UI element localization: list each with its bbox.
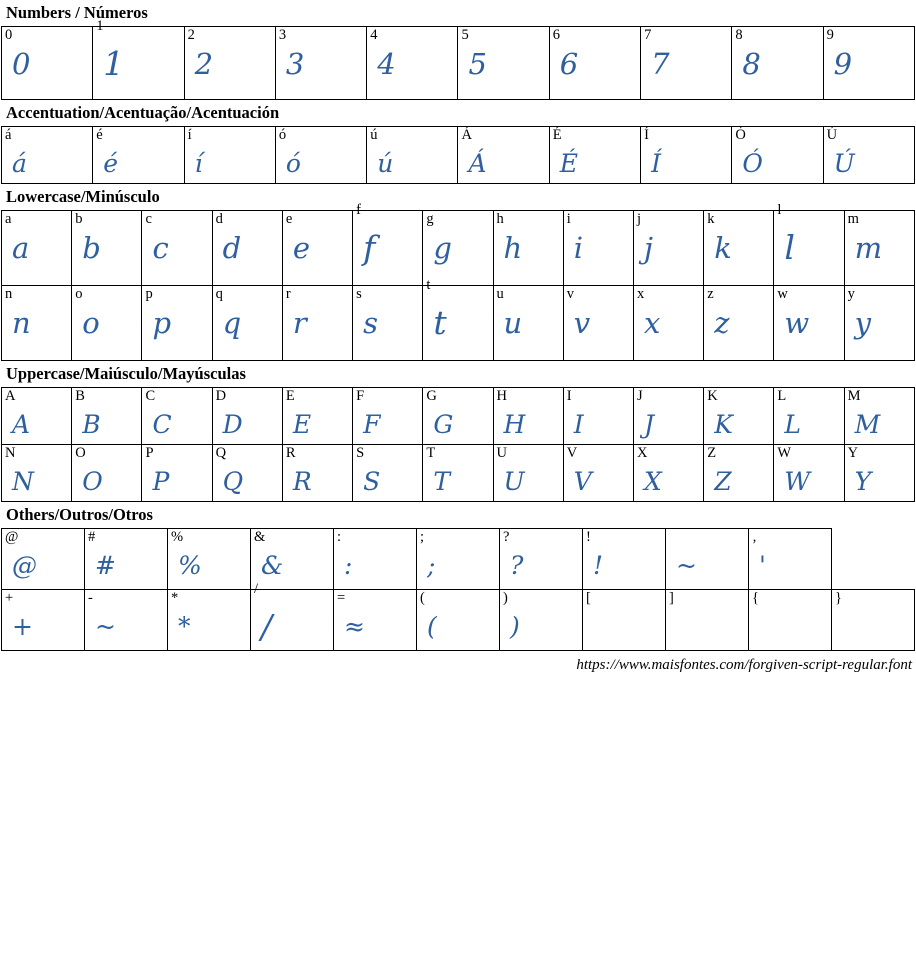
glyph-sample: J <box>643 410 654 439</box>
glyph-label: D <box>215 388 227 404</box>
glyph-label <box>666 529 748 547</box>
table-row <box>2 529 915 590</box>
glyph-sample: Y <box>854 467 872 496</box>
glyph-cell-g <box>423 211 493 286</box>
glyph-cell-u <box>493 286 563 361</box>
glyph-sample: A <box>12 410 31 439</box>
glyph-label: 2 <box>187 27 195 43</box>
glyph-sample: 9 <box>833 47 853 81</box>
glyph-cell-bracket-open <box>583 590 666 651</box>
glyph-cell-o <box>72 286 142 361</box>
glyph-label: ú <box>370 127 378 143</box>
glyph-cell-comma <box>749 529 832 590</box>
glyph-label: + <box>5 590 14 606</box>
glyph-label: b <box>75 211 83 227</box>
glyph-label: p <box>145 286 153 302</box>
glyph-label: - <box>88 590 93 606</box>
glyph-cell-W <box>774 445 844 502</box>
table-row <box>2 127 915 184</box>
glyph-label: 1 <box>96 18 104 34</box>
glyph-label: @ <box>5 529 19 545</box>
glyph-sample: & <box>261 551 284 580</box>
glyph-label: z <box>707 286 714 302</box>
glyph-label: k <box>707 211 715 227</box>
glyph-cell-e <box>282 211 352 286</box>
glyph-cell-paren-open <box>417 590 500 651</box>
glyph-sample: 1 <box>103 44 125 83</box>
glyph-cell-U-acute <box>823 127 914 184</box>
glyph-sample: Z <box>714 467 732 496</box>
glyph-cell-n <box>2 286 72 361</box>
glyph-sample: w <box>784 306 810 340</box>
glyph-sample <box>583 608 665 612</box>
glyph-label: J <box>636 388 643 404</box>
glyph-cell-P <box>142 445 212 502</box>
glyph-sample: D <box>222 410 243 439</box>
glyph-sample: e <box>292 231 311 265</box>
glyph-cell-8 <box>732 27 823 100</box>
glyph-sample: l <box>784 228 795 267</box>
glyph-cell-equals <box>334 590 417 651</box>
glyph-sample: z <box>714 306 730 340</box>
section-title-numbers: Numbers / Números <box>6 3 148 22</box>
glyph-sample: P <box>152 467 170 496</box>
table-row <box>2 27 915 100</box>
glyph-sample: I <box>573 410 584 439</box>
glyph-label: y <box>847 286 855 302</box>
glyph-cell-d <box>212 211 282 286</box>
glyph-sample: g <box>433 231 452 265</box>
glyph-label: N <box>5 445 16 461</box>
glyph-sample: Á <box>468 149 487 178</box>
glyph-label: : <box>337 529 342 545</box>
glyph-table-accentuation <box>1 126 915 184</box>
glyph-sample: c <box>152 231 169 265</box>
glyph-cell-tilde <box>666 529 749 590</box>
glyph-cell-X <box>633 445 703 502</box>
glyph-sample: q <box>222 306 242 340</box>
glyph-sample: C <box>152 410 172 439</box>
glyph-cell-J <box>633 388 703 445</box>
glyph-sample: s <box>363 306 378 340</box>
glyph-label: w <box>777 286 788 302</box>
table-row <box>2 590 915 651</box>
glyph-sample: j <box>643 231 653 265</box>
glyph-cell-bracket-close <box>666 590 749 651</box>
glyph-cell-N <box>2 445 72 502</box>
glyph-label: P <box>145 445 154 461</box>
glyph-sample: Q <box>222 467 244 496</box>
glyph-cell-S <box>353 445 423 502</box>
glyph-label: ? <box>503 529 510 545</box>
glyph-cell-slash <box>251 581 334 651</box>
glyph-label: T <box>426 445 436 461</box>
glyph-sample: F <box>363 410 381 439</box>
glyph-label: 5 <box>461 27 469 43</box>
glyph-cell-a <box>2 211 72 286</box>
glyph-sample: * <box>178 612 191 641</box>
glyph-sample: S <box>363 467 381 496</box>
glyph-sample: 2 <box>194 47 214 81</box>
glyph-cell-y <box>844 286 914 361</box>
glyph-cell-brace-close <box>832 590 915 651</box>
glyph-label: M <box>847 388 861 404</box>
glyph-cell-z <box>704 286 774 361</box>
glyph-cell-A <box>2 388 72 445</box>
glyph-cell-plus <box>2 590 85 651</box>
glyph-label: Q <box>215 445 227 461</box>
glyph-sample: 4 <box>377 47 396 81</box>
glyph-label: x <box>636 286 645 302</box>
glyph-cell-i <box>563 211 633 286</box>
glyph-label: ; <box>420 529 425 545</box>
glyph-cell-brace-open <box>749 590 832 651</box>
glyph-label: ] <box>669 590 674 606</box>
section-title-lowercase: Lowercase/Minúsculo <box>6 187 160 206</box>
glyph-label: g <box>426 211 434 227</box>
table-row <box>2 445 915 502</box>
glyph-sample: Ú <box>833 149 855 178</box>
glyph-sample: ó <box>285 149 301 178</box>
glyph-label: L <box>777 388 787 404</box>
glyph-label: 7 <box>644 27 652 43</box>
glyph-sample: 3 <box>285 47 305 81</box>
glyph-label: h <box>496 211 504 227</box>
glyph-label: 6 <box>552 27 561 43</box>
glyph-label: ! <box>586 529 591 545</box>
glyph-cell-c <box>142 211 212 286</box>
glyph-sample: N <box>12 467 34 496</box>
glyph-cell-j <box>633 211 703 286</box>
glyph-sample: d <box>222 231 242 265</box>
glyph-table-others <box>1 528 915 651</box>
glyph-cell-v <box>563 286 633 361</box>
glyph-cell-E <box>282 388 352 445</box>
glyph-label: Á <box>461 127 472 143</box>
glyph-cell-0 <box>2 27 93 100</box>
glyph-sample: u <box>503 306 523 340</box>
glyph-label: * <box>171 590 179 606</box>
glyph-sample: ? <box>510 551 524 580</box>
glyph-cell-2 <box>184 27 275 100</box>
glyph-sample: 0 <box>12 47 31 81</box>
glyph-cell-hyphen <box>85 590 168 651</box>
glyph-sample: á <box>12 149 27 178</box>
glyph-label: d <box>215 211 223 227</box>
glyph-sample <box>666 608 748 612</box>
glyph-sample: @ <box>12 551 37 580</box>
glyph-sample: ú <box>377 149 394 178</box>
glyph-sample: ) <box>510 612 520 641</box>
glyph-label: F <box>356 388 365 404</box>
glyph-sample: Ó <box>742 149 763 178</box>
glyph-sample: y <box>854 306 872 340</box>
glyph-sample: o <box>82 306 100 340</box>
glyph-cell-H <box>493 388 563 445</box>
glyph-sample: H <box>503 410 526 439</box>
glyph-cell-6 <box>549 27 640 100</box>
glyph-sample: 5 <box>468 47 487 81</box>
glyph-sample: k <box>714 231 732 265</box>
glyph-sample: O <box>82 467 103 496</box>
glyph-label: í <box>187 127 192 143</box>
glyph-cell-e-acute <box>93 127 184 184</box>
glyph-cell-L <box>774 388 844 445</box>
table-row <box>2 211 915 286</box>
glyph-label: ó <box>278 127 287 143</box>
glyph-label: E <box>285 388 295 404</box>
glyph-label: V <box>566 445 578 461</box>
section-title-others: Others/Outros/Otros <box>6 505 153 524</box>
glyph-label: [ <box>586 590 591 606</box>
glyph-label: o <box>75 286 83 302</box>
glyph-cell-Y <box>844 445 914 502</box>
glyph-cell-3 <box>275 27 366 100</box>
glyph-sample: T <box>433 467 450 496</box>
glyph-label: Ú <box>826 127 838 143</box>
glyph-cell-K <box>704 388 774 445</box>
glyph-cell-1 <box>93 18 184 100</box>
glyph-label: B <box>75 388 85 404</box>
glyph-sample: ≈ <box>344 612 365 641</box>
glyph-label: 4 <box>370 27 378 43</box>
glyph-label: X <box>636 445 648 461</box>
glyph-cell-B <box>72 388 142 445</box>
glyph-cell-x <box>633 286 703 361</box>
glyph-cell-t <box>423 277 493 361</box>
glyph-label: c <box>145 211 152 227</box>
glyph-sample: X <box>643 467 662 496</box>
glyph-sample: É <box>559 149 579 178</box>
glyph-sample: / <box>261 607 273 646</box>
glyph-sample: ; <box>427 551 436 580</box>
glyph-cell-O-acute <box>732 127 823 184</box>
glyph-sample: ~ <box>95 612 116 641</box>
glyph-sample: t <box>433 303 447 342</box>
table-row <box>2 388 915 445</box>
glyph-label: Ó <box>735 127 746 143</box>
glyph-sample: R <box>292 467 312 496</box>
glyph-cell-Z <box>704 445 774 502</box>
glyph-label: } <box>835 590 842 606</box>
glyph-table-uppercase <box>1 387 915 502</box>
glyph-sample: K <box>714 410 733 439</box>
glyph-table-lowercase <box>1 202 915 361</box>
glyph-cell-question <box>500 529 583 590</box>
glyph-cell-paren-close <box>500 590 583 651</box>
glyph-sample: G <box>433 410 454 439</box>
glyph-sample: E <box>292 410 312 439</box>
glyph-label: & <box>254 529 266 545</box>
glyph-sample: x <box>643 306 661 340</box>
glyph-label: I <box>566 388 572 404</box>
glyph-cell-9 <box>823 27 914 100</box>
glyph-sample <box>832 608 914 612</box>
glyph-sample: f <box>363 228 376 267</box>
glyph-label: 3 <box>278 27 287 43</box>
glyph-label: s <box>356 286 362 302</box>
glyph-cell-colon <box>334 529 417 590</box>
glyph-cell-C <box>142 388 212 445</box>
glyph-sample: V <box>573 467 592 496</box>
glyph-cell-R <box>282 445 352 502</box>
section-title-uppercase: Uppercase/Maiúsculo/Mayúsculas <box>6 364 246 383</box>
glyph-label: % <box>171 529 184 545</box>
glyph-table-numbers <box>1 18 915 100</box>
glyph-cell-I-acute <box>641 127 732 184</box>
glyph-sample: í <box>194 149 203 178</box>
glyph-label: { <box>752 590 759 606</box>
glyph-label: A <box>5 388 16 404</box>
glyph-cell-a-acute <box>2 127 93 184</box>
glyph-cell-asterisk <box>168 590 251 651</box>
glyph-cell-at <box>2 529 85 590</box>
glyph-sample: ( <box>427 612 437 641</box>
glyph-label: S <box>356 445 365 461</box>
glyph-label: t <box>426 277 431 293</box>
glyph-sample: L <box>784 410 802 439</box>
glyph-cell-i-acute <box>184 127 275 184</box>
glyph-sample: r <box>292 306 307 340</box>
glyph-label: 9 <box>826 27 834 43</box>
glyph-cell-p <box>142 286 212 361</box>
glyph-cell-exclamation <box>583 529 666 590</box>
glyph-label: á <box>5 127 12 143</box>
glyph-sample: n <box>12 306 31 340</box>
glyph-label: K <box>707 388 718 404</box>
glyph-cell-percent <box>168 529 251 590</box>
glyph-cell-U <box>493 445 563 502</box>
glyph-cell-F <box>353 388 423 445</box>
glyph-sample: h <box>503 231 523 265</box>
glyph-cell-5 <box>458 27 549 100</box>
glyph-sample: ~ <box>676 551 697 580</box>
glyph-cell-m <box>844 211 914 286</box>
glyph-cell-h <box>493 211 563 286</box>
glyph-sample: + <box>12 612 33 641</box>
glyph-sample: m <box>854 231 883 265</box>
glyph-sample: % <box>178 551 202 580</box>
glyph-label: v <box>566 286 574 302</box>
glyph-cell-4 <box>367 27 458 100</box>
glyph-sample: i <box>573 231 584 265</box>
glyph-label: q <box>215 286 223 302</box>
glyph-sample: 6 <box>559 47 579 81</box>
glyph-sample: p <box>152 306 172 340</box>
glyph-cell-A-acute <box>458 127 549 184</box>
glyph-sample: 7 <box>651 47 670 81</box>
glyph-label: ( <box>420 590 425 606</box>
glyph-cell-O <box>72 445 142 502</box>
glyph-cell-l <box>774 202 844 286</box>
glyph-label: j <box>636 211 641 227</box>
glyph-label: é <box>96 127 103 143</box>
glyph-label: O <box>75 445 86 461</box>
glyph-label: e <box>285 211 293 227</box>
glyph-cell-f <box>353 202 423 286</box>
glyph-cell-I <box>563 388 633 445</box>
glyph-label: ‚ <box>752 529 757 545</box>
section-title-accentuation: Accentuation/Acentuação/Acentuación <box>6 103 280 122</box>
glyph-cell-G <box>423 388 493 445</box>
glyph-cell-q <box>212 286 282 361</box>
glyph-sample: b <box>82 231 101 265</box>
glyph-cell-u-acute <box>367 127 458 184</box>
glyph-cell-hash <box>85 529 168 590</box>
glyph-cell-r <box>282 286 352 361</box>
glyph-label: # <box>88 529 96 545</box>
glyph-label: U <box>496 445 508 461</box>
glyph-label: n <box>5 286 13 302</box>
glyph-cell-E-acute <box>549 127 640 184</box>
glyph-sample: : <box>344 551 353 580</box>
glyph-sample: B <box>82 410 101 439</box>
table-row <box>2 286 915 361</box>
glyph-sample: é <box>103 149 119 178</box>
glyph-cell-s <box>353 286 423 361</box>
glyph-sample: ! <box>593 551 604 580</box>
glyph-label: G <box>426 388 437 404</box>
glyph-cell-M <box>844 388 914 445</box>
glyph-label: H <box>496 388 508 404</box>
glyph-sample: Í <box>651 149 661 178</box>
glyph-cell-V <box>563 445 633 502</box>
glyph-label: / <box>254 581 259 597</box>
glyph-label: C <box>145 388 156 404</box>
glyph-cell-b <box>72 211 142 286</box>
glyph-cell-semicolon <box>417 529 500 590</box>
glyph-sample <box>749 608 831 612</box>
glyph-label: É <box>552 127 562 143</box>
glyph-label: = <box>337 590 346 606</box>
glyph-cell-k <box>704 211 774 286</box>
glyph-sample: v <box>573 306 591 340</box>
glyph-sample: # <box>95 551 116 580</box>
glyph-label: W <box>777 445 792 461</box>
glyph-label: m <box>847 211 859 227</box>
glyph-cell-7 <box>641 27 732 100</box>
glyph-sample: M <box>854 410 881 439</box>
glyph-label: 0 <box>5 27 13 43</box>
glyph-label: l <box>777 202 782 218</box>
glyph-sample: 8 <box>742 47 761 81</box>
glyph-label: 8 <box>735 27 743 43</box>
glyph-cell-o-acute <box>275 127 366 184</box>
glyph-cell-T <box>423 445 493 502</box>
glyph-label: Y <box>847 445 859 461</box>
glyph-sample: U <box>503 467 525 496</box>
glyph-cell-Q <box>212 445 282 502</box>
glyph-label: Í <box>644 127 649 143</box>
glyph-label: i <box>566 211 571 227</box>
glyph-label: u <box>496 286 504 302</box>
glyph-cell-w <box>774 286 844 361</box>
glyph-label: Z <box>707 445 717 461</box>
glyph-sample: ' <box>759 551 766 580</box>
glyph-cell-D <box>212 388 282 445</box>
glyph-label: R <box>285 445 296 461</box>
glyph-label: r <box>285 286 291 302</box>
glyph-label: a <box>5 211 12 227</box>
glyph-label: ) <box>503 590 508 606</box>
source-url[interactable]: https://www.maisfontes.com/forgiven-script-regular.font <box>576 657 912 673</box>
glyph-label: f <box>356 202 361 218</box>
glyph-sample: a <box>12 231 30 265</box>
glyph-sample: W <box>784 467 811 496</box>
